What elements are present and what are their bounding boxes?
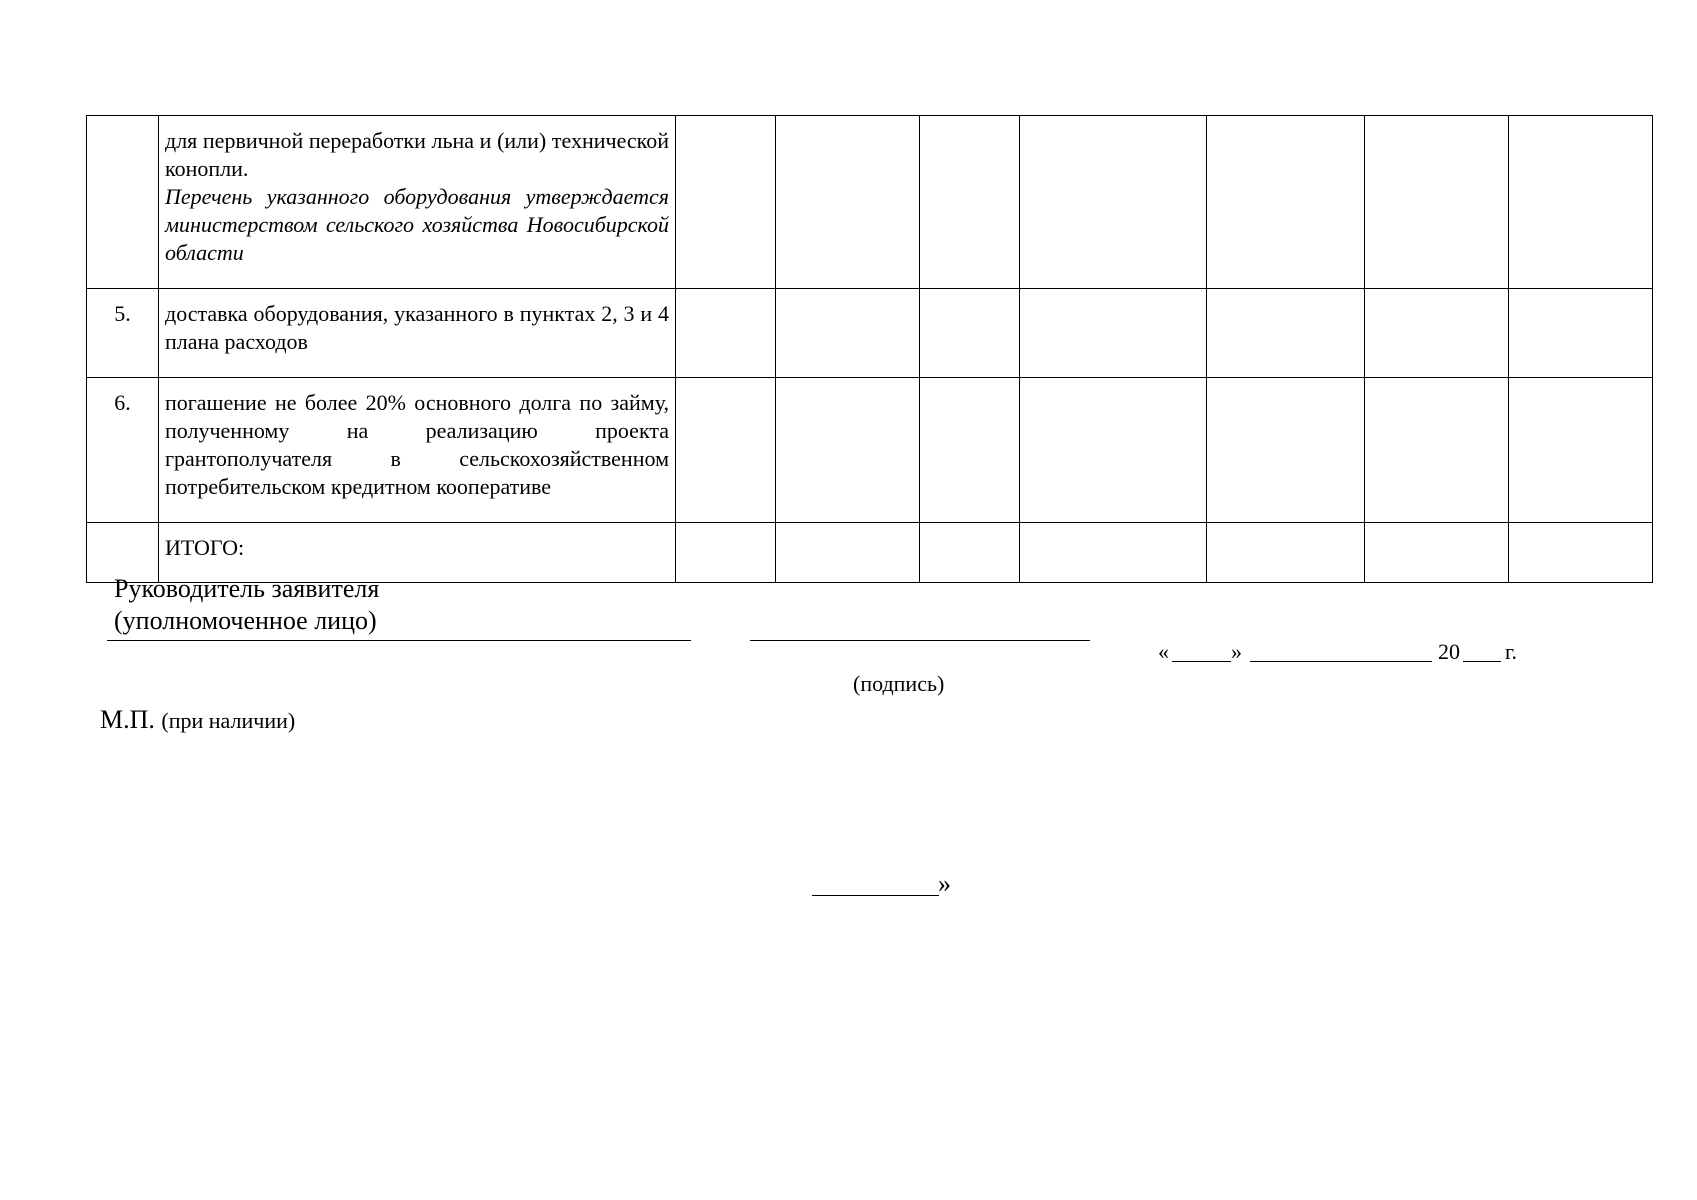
table-cell (920, 289, 1020, 378)
date-month-blank (1250, 661, 1432, 662)
row-description-text: погашение не более 20% основного долга по займу, полученному на реализацию проекта грантополучателя в сельскохозяйственном потребительском кредитном кооперативе (165, 390, 669, 499)
date-year-suffix: г. (1505, 639, 1518, 664)
applicant-head-label (114, 573, 379, 637)
closing-quote-mark: » (938, 869, 951, 898)
row-number-cell: 5. (87, 289, 159, 378)
date-year-blank (1463, 661, 1501, 662)
total-label: ИТОГО: (165, 535, 245, 560)
closing-blank-line (812, 895, 939, 896)
expense-plan-table (86, 115, 1653, 583)
stamp-label (100, 704, 295, 737)
table-cell (1509, 523, 1653, 583)
table-cell (920, 378, 1020, 523)
table-row (87, 289, 1653, 378)
table-cell (920, 523, 1020, 583)
applicant-head-line1: Руководитель заявителя (114, 574, 380, 603)
table-cell (1020, 289, 1207, 378)
table-cell (1509, 378, 1653, 523)
table-cell (1365, 523, 1509, 583)
date-year-prefix: 20 (1438, 639, 1460, 664)
signature-caption: (подпись) (853, 671, 945, 696)
name-blank-line (107, 640, 691, 641)
table-cell (1020, 116, 1207, 289)
date-close-quote: » (1231, 639, 1242, 664)
table-cell (776, 378, 920, 523)
row-number-cell: 6. (87, 378, 159, 523)
stamp-note: (при наличии) (161, 708, 296, 733)
table-cell (676, 523, 776, 583)
table-cell (920, 116, 1020, 289)
table-cell (1207, 523, 1365, 583)
table-cell (776, 116, 920, 289)
table-cell (1207, 289, 1365, 378)
table-cell (676, 289, 776, 378)
stamp-main: М.П. (100, 705, 155, 734)
table-cell (676, 116, 776, 289)
row-description-cell (159, 116, 676, 289)
table-cell (1509, 116, 1653, 289)
table-cell (1020, 523, 1207, 583)
table-cell (676, 378, 776, 523)
table-cell (1365, 289, 1509, 378)
table-cell (1509, 289, 1653, 378)
table-cell (776, 523, 920, 583)
table-cell (1207, 378, 1365, 523)
row-number-cell (87, 116, 159, 289)
row-description-cell (159, 378, 676, 523)
date-open-quote: « (1158, 639, 1169, 664)
row-description-cell (159, 289, 676, 378)
date-day-blank (1172, 661, 1231, 662)
signature-blank-line (750, 640, 1090, 641)
table-cell (776, 289, 920, 378)
table-row (87, 116, 1653, 289)
table-row (87, 378, 1653, 523)
table-cell (1207, 116, 1365, 289)
table-cell (1365, 378, 1509, 523)
table-cell (1365, 116, 1509, 289)
row-description-text: доставка оборудования, указанного в пунктах 2, 3 и 4 плана расходов (165, 301, 669, 354)
row-description-text: для первичной переработки льна и (или) технической конопли. (165, 128, 669, 181)
applicant-head-line2: (уполномоченное лицо) (114, 606, 377, 635)
table-cell (1020, 378, 1207, 523)
row-description-note: Перечень указанного оборудования утверждается министерством сельского хозяйства Новосибирской области (165, 184, 669, 265)
